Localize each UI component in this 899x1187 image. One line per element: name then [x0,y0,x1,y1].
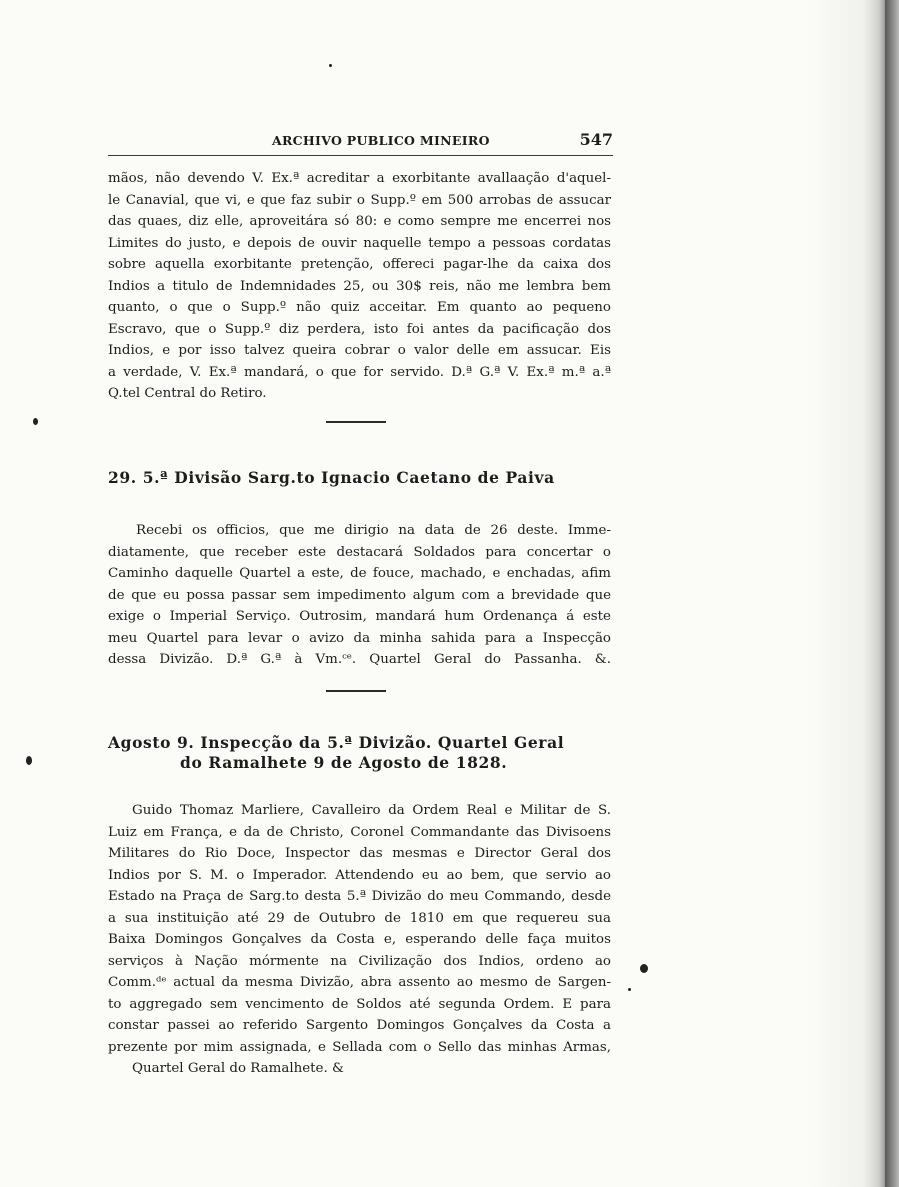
text-line: Escravo, que o Supp.º diz perdera, isto foi antes da pacificação dos [108,321,611,337]
text-line: quanto, o que o Supp.º não quiz acceitar. Em quanto ao pequeno [108,300,611,315]
ink-speck [640,964,648,973]
ink-speck [628,988,631,991]
text-line: Q.tel Central do Retiro. [108,386,267,401]
text-line: Recebi os officios, que me dirigio na data de 26 deste. Imme- [136,523,611,538]
text-line: de que eu possa passar sem impedimento algum com a brevidade que [108,587,611,603]
text-line: exige o Imperial Serviço. Outrosim, mandará hum Ordenança á este [108,609,611,624]
text-line: prezente por mim assignada, e Sellada com o Sello das minhas Armas, [108,1039,611,1055]
section1-paragraph [108,168,611,405]
ink-speck [33,418,38,425]
text-line: Luiz em França, e da de Christo, Coronel Commandante das Divisoens [108,824,611,840]
text-line: Indios, e por isso talvez queira cobrar o valor delle em assucar. Eis [108,343,611,358]
text-line: serviços à Nação mórmente na Civilização dos Indios, ordeno ao [108,953,611,969]
section2-heading: 29. 5.ª Divisão Sarg.to Ignacio Caetano de Paiva [108,468,555,487]
text-line: diatamente, que receber este destacará Soldados para concertar o [108,544,611,560]
text-line: Quartel Geral do Ramalhete. & [132,1061,344,1076]
running-title: ARCHIVO PUBLICO MINEIRO [272,133,490,148]
text-line: dessa Divizão. D.ª G.ª à Vm.ᶜᵉ. Quartel Geral do Passanha. &. [108,652,611,667]
text-line: das quaes, diz elle, aproveitára só 80: e como sempre me encerrei nos [108,214,611,229]
ink-speck [329,64,332,67]
text-line: constar passei ao referido Sargento Domingos Gonçalves da Costa a [108,1018,611,1033]
text-line: Limites do justo, e depois de ouvir naquelle tempo a pessoas cordatas [108,235,611,251]
text-line: to aggregado sem vencimento de Soldos até segunda Ordem. E para [108,996,611,1012]
text-line: sobre aquella exorbitante pretenção, offereci pagar-lhe da caixa dos [108,257,611,272]
text-line: Indios por S. M. o Imperador. Attendendo eu ao bem, que servio ao [108,867,611,883]
section3-heading-line1: Agosto 9. Inspecção da 5.ª Divizão. Quartel Geral [108,733,565,752]
text-line: meu Quartel para levar o avizo da minha sahida para a Inspecção [108,630,611,646]
text-line: Comm.ᵈᵉ actual da mesma Divizão, abra assento ao mesmo de Sargen- [108,975,611,990]
ink-speck [26,756,32,765]
text-line: Indios a titulo de Indemnidades 25, ou 30$ reis, não me lembra bem [108,278,611,294]
text-line: Caminho daquelle Quartel a este, de fouce, machado, e enchadas, afim [108,566,611,581]
section2-paragraph [108,520,611,671]
section-divider [326,421,386,423]
text-line: Baixa Domingos Gonçalves da Costa e, esperando delle faça muitos [108,932,611,947]
page-number: 547 [579,130,613,149]
running-head [108,130,613,156]
text-line: mãos, não devendo V. Ex.ª acreditar a exorbitante avallaação d'aquel- [108,171,611,186]
text-line: Militares do Rio Doce, Inspector das mesmas e Director Geral dos [108,846,611,861]
section-divider [326,690,386,692]
text-line: Estado na Praça de Sarg.to desta 5.ª Divizão do meu Commando, desde [108,889,611,904]
section3-paragraph [108,800,611,1080]
section3-heading-line2: do Ramalhete 9 de Agosto de 1828. [180,753,508,772]
text-line: a verdade, V. Ex.ª mandará, o que for servido. D.ª G.ª V. Ex.ª m.ª a.ª [108,364,611,380]
text-line: le Canavial, que vi, e que faz subir o Supp.º em 500 arrobas de assucar [108,192,611,208]
page-edge-strip [885,0,899,1187]
text-line: a sua instituição até 29 de Outubro de 1810 em que requereu sua [108,910,611,926]
text-line: Guido Thomaz Marliere, Cavalleiro da Ordem Real e Militar de S. [132,803,611,818]
